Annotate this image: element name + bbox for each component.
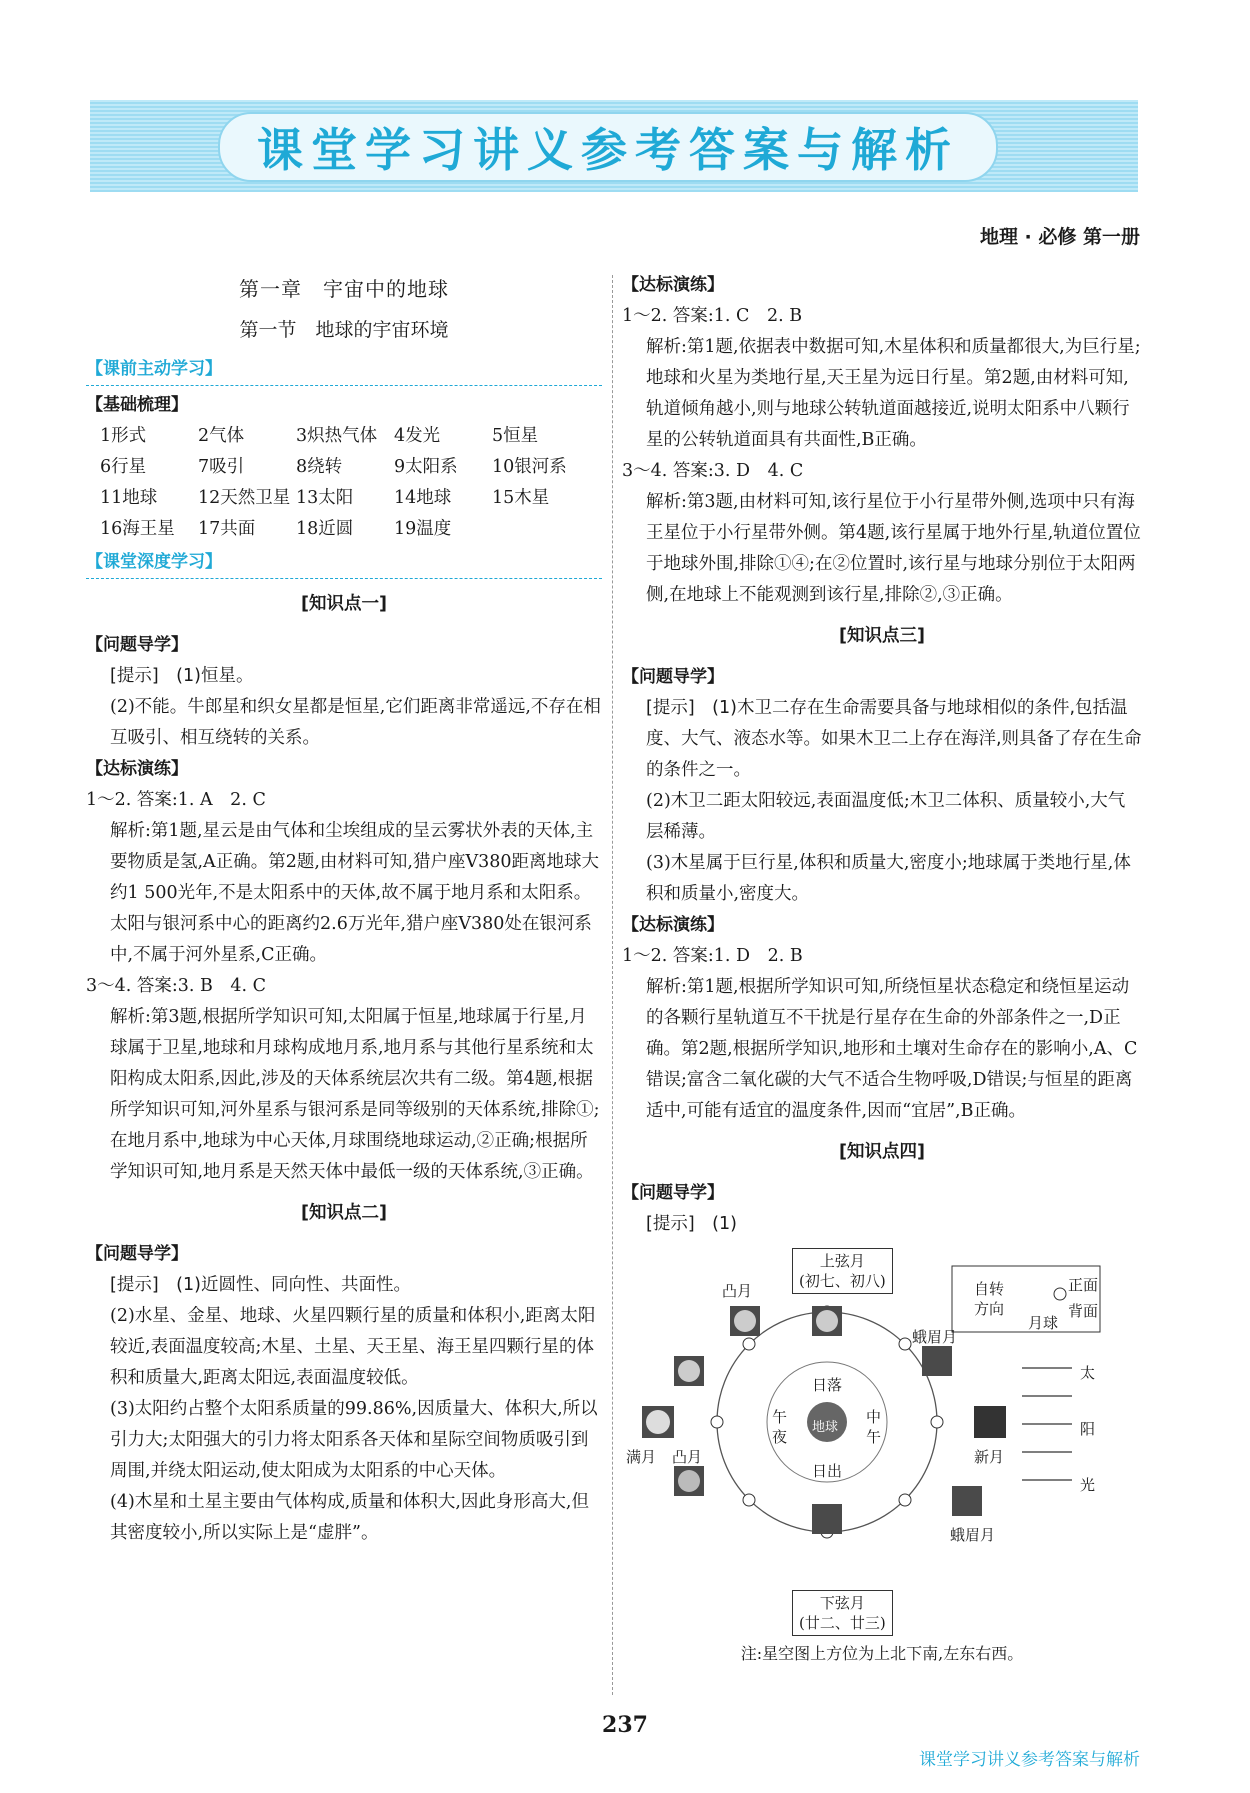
- explanation: 解析:第3题,由材料可知,该行星位于小行星带外侧,选项中只有海王星位于小行星带外侧。第4题,该行星属于地外行星,轨道位置位于地球外围,排除①④;在②位置时,该行星与地球分别位于太阳两侧,在地球上不能观测到该行星,排除②,③正确。: [646, 492, 1141, 605]
- sunlight-arrows: [1022, 1368, 1072, 1480]
- tag-practice: 【达标演练】: [622, 275, 724, 295]
- label-sunrise: 日出: [812, 1462, 843, 1480]
- grid-row: [100, 452, 602, 483]
- band-pre-study: 【课前主动学习】: [86, 354, 602, 386]
- hint: [提示] (1): [646, 1214, 737, 1234]
- legend-rotation: 自转: [974, 1280, 1005, 1298]
- subject-label: 地理 · 必修 第一册: [979, 226, 1140, 248]
- hint: [提示] (1)恒星。: [110, 666, 254, 686]
- moon-pos-icon: [743, 1494, 755, 1506]
- grid-item: 11地球: [100, 488, 158, 508]
- label-full: 满月: [626, 1448, 657, 1466]
- hint: [提示] (1)近圆性、同向性、共面性。: [110, 1275, 411, 1295]
- tag-practice: 【达标演练】: [86, 759, 188, 779]
- answer-line: 3～4. 答案:3. D 4. C: [622, 461, 804, 481]
- grid-item: 5恒星: [492, 426, 539, 446]
- grid-item: 4发光: [394, 426, 441, 446]
- first-quarter-box: [792, 1248, 893, 1294]
- label-earth: 地球: [812, 1420, 839, 1435]
- moon-disc-icon: [646, 1410, 670, 1434]
- grid-row: [100, 421, 602, 452]
- label-sunset: 日落: [812, 1376, 843, 1394]
- last-quarter-days: (廿二、廿三): [799, 1614, 886, 1632]
- grid-item: 10银河系: [492, 457, 567, 477]
- grid-item: 15木星: [492, 488, 550, 508]
- moon-disc-icon: [816, 1310, 838, 1332]
- moon-pos-icon: [931, 1416, 943, 1428]
- moon-phase-svg: [622, 1246, 1142, 1636]
- moon-pos-icon: [899, 1494, 911, 1506]
- hint: [提示] (1)木卫二存在生命需要具备与地球相似的条件,包括温度、大气、液态水等。如果木卫二上存在海洋,则具备了存在生命的条件之一。: [646, 698, 1142, 780]
- moon-disc-icon: [678, 1470, 700, 1492]
- label-gibbous-bottom: 凸月: [672, 1448, 703, 1466]
- label-crescent-bottom: 蛾眉月: [950, 1526, 996, 1544]
- first-quarter-label: 上弦月: [819, 1252, 865, 1270]
- grid-item: 12天然卫星: [198, 488, 291, 508]
- grid-item: 7吸引: [198, 457, 245, 477]
- answer-line: 1～2. 答案:1. C 2. B: [622, 306, 803, 326]
- grid-item: 14地球: [394, 488, 452, 508]
- grid-item: 18近圆: [296, 519, 354, 539]
- legend-moon: 月球: [1028, 1314, 1059, 1332]
- title-pill: [218, 112, 998, 182]
- knowledge-point-2: [知识点二]: [301, 1203, 387, 1223]
- tag-question-guide: 【问题导学】: [86, 1244, 188, 1264]
- moon-pos-icon: [743, 1338, 755, 1350]
- phase-last-quarter-icon: [812, 1504, 842, 1534]
- sun-label-2: 阳: [1080, 1420, 1096, 1438]
- right-column: [622, 270, 1142, 1669]
- paragraph: (3)木星属于巨行星,体积和质量大,密度小;地球属于类地行星,体积和质量小,密度大。: [646, 853, 1131, 904]
- moon-disc-icon: [678, 1360, 700, 1382]
- legend-moon-icon: [1054, 1288, 1066, 1300]
- label-midnight-2: 夜: [772, 1428, 788, 1446]
- moon-disc-icon: [734, 1310, 756, 1332]
- basic-grid: [86, 421, 602, 545]
- tag-basic: 【基础梳理】: [86, 395, 188, 415]
- paragraph: (3)太阳约占整个太阳系质量的99.86%,因质量大、体积大,所以引力大;太阳强大的引力将太阳系各天体和星际空间物质吸引到周围,并绕太阳运动,使太阳成为太阳系的中心天体。: [110, 1399, 598, 1481]
- answer-line: 3～4. 答案:3. B 4. C: [86, 976, 267, 996]
- explanation: 解析:第3题,根据所学知识可知,太阳属于恒星,地球属于行星,月球属于卫星,地球和月球构成地月系,地月系与其他行星系统和太阳构成太阳系,因此,涉及的天体系统层次共有二级。第4题,根据所学知识可知,河外星系与银河系是同等级别的天体系统,排除①;在地月系中,地球为中心天体,月球围绕地球运动,②正确;根据所学知识可知,地月系是天然天体中最低一级的天体系统,③正确。: [110, 1007, 600, 1182]
- legend-direction: 方向: [974, 1300, 1005, 1318]
- paragraph: (2)木卫二距太阳较远,表面温度低;木卫二体积、质量较小,大气层稀薄。: [646, 791, 1126, 842]
- label-noon-1: 中: [866, 1408, 882, 1426]
- column-divider: [612, 275, 613, 1695]
- tag-question-guide: 【问题导学】: [86, 635, 188, 655]
- legend-front: 正面: [1068, 1276, 1099, 1294]
- banner-title: 课堂学习讲义参考答案与解析: [257, 123, 959, 177]
- tag-question-guide: 【问题导学】: [622, 667, 724, 687]
- grid-item: 2气体: [198, 426, 245, 446]
- page-number: 237: [602, 1712, 648, 1738]
- title-banner: [90, 100, 1138, 192]
- moon-pos-icon: [711, 1416, 723, 1428]
- moon-phase-diagram: [622, 1246, 1142, 1636]
- grid-item: 16海王星: [100, 519, 175, 539]
- paragraph: (2)不能。牛郎星和织女星都是恒星,它们距离非常遥远,不存在相互吸引、相互绕转的关系。: [110, 697, 601, 748]
- paragraph: (4)木星和土星主要由气体构成,质量和体积大,因此身形高大,但其密度较小,所以实际上是“虚胖”。: [110, 1492, 589, 1543]
- label-new: 新月: [974, 1448, 1005, 1466]
- sun-label-3: 光: [1080, 1476, 1096, 1494]
- grid-row: [100, 483, 602, 514]
- footer-note: 课堂学习讲义参考答案与解析: [919, 1750, 1140, 1770]
- section-title: 第一节 地球的宇宙环境: [239, 319, 449, 341]
- tag-practice: 【达标演练】: [622, 915, 724, 935]
- knowledge-point-3: [知识点三]: [839, 626, 925, 646]
- first-quarter-days: (初七、初八): [799, 1272, 886, 1290]
- legend-back: 背面: [1068, 1302, 1099, 1320]
- grid-item: 19温度: [394, 519, 452, 539]
- label-noon-2: 午: [866, 1428, 882, 1446]
- grid-item: 9太阳系: [394, 457, 458, 477]
- answer-line: 1～2. 答案:1. D 2. B: [622, 946, 803, 966]
- phase-crescent-icon: [952, 1486, 982, 1516]
- knowledge-point-4: [知识点四]: [839, 1142, 925, 1162]
- last-quarter-box: [792, 1590, 893, 1636]
- moon-pos-icon: [899, 1338, 911, 1350]
- band-deep-study: 【课堂深度学习】: [86, 547, 602, 579]
- chapter-title: 第一章 宇宙中的地球: [239, 277, 449, 301]
- phase-new-icon: [974, 1406, 1006, 1438]
- paragraph: (2)水星、金星、地球、火星四颗行星的质量和体积小,距离太阳较近,表面温度较高;木星、土星、天王星、海王星四颗行星的体积和质量大,距离太阳远,表面温度较低。: [110, 1306, 596, 1388]
- label-crescent-top: 蛾眉月: [912, 1328, 958, 1346]
- label-gibbous-top: 凸月: [722, 1282, 753, 1300]
- grid-item: 1形式: [100, 426, 147, 446]
- explanation: 解析:第1题,根据所学知识可知,所绕恒星状态稳定和绕恒星运动的各颗行星轨道互不干扰是行星存在生命的外部条件之一,D正确。第2题,根据所学知识,地形和土壤对生命存在的影响小,A、C错误;富含二氧化碳的大气不适合生物呼吸,D错误;与恒星的距离适中,可能有适宜的温度条件,因而“宜居”,B正确。: [646, 977, 1138, 1121]
- sun-label-1: 太: [1080, 1364, 1096, 1382]
- diagram-note: 注:星空图上方位为上北下南,左东右西。: [740, 1644, 1024, 1663]
- last-quarter-label: 下弦月: [819, 1594, 865, 1612]
- answer-line: 1～2. 答案:1. A 2. C: [86, 790, 266, 810]
- tag-question-guide: 【问题导学】: [622, 1183, 724, 1203]
- grid-item: 6行星: [100, 457, 147, 477]
- explanation: 解析:第1题,星云是由气体和尘埃组成的呈云雾状外表的天体,主要物质是氢,A正确。第2题,由材料可知,猎户座V380距离地球大约1 500光年,不是太阳系中的天体,故不属于地月系和太阳系。太阳与银河系中心的距离约2.6万光年,猎户座V380处在银河系中,不属于河外星系,C正确。: [110, 821, 599, 965]
- explanation: 解析:第1题,依据表中数据可知,木星体积和质量都很大,为巨行星;地球和火星为类地行星,天王星为远日行星。第2题,由材料可知,轨道倾角越小,则与地球公转轨道面越接近,说明太阳系中八颗行星的公转轨道面具有共面性,B正确。: [646, 337, 1141, 450]
- grid-item: 8绕转: [296, 457, 343, 477]
- grid-item: 13太阳: [296, 488, 354, 508]
- left-column: [86, 270, 602, 1549]
- grid-row: [100, 514, 602, 545]
- grid-item: 17共面: [198, 519, 256, 539]
- grid-item: 3炽热气体: [296, 426, 378, 446]
- label-midnight-1: 午: [772, 1408, 788, 1426]
- knowledge-point-1: [知识点一]: [301, 594, 387, 614]
